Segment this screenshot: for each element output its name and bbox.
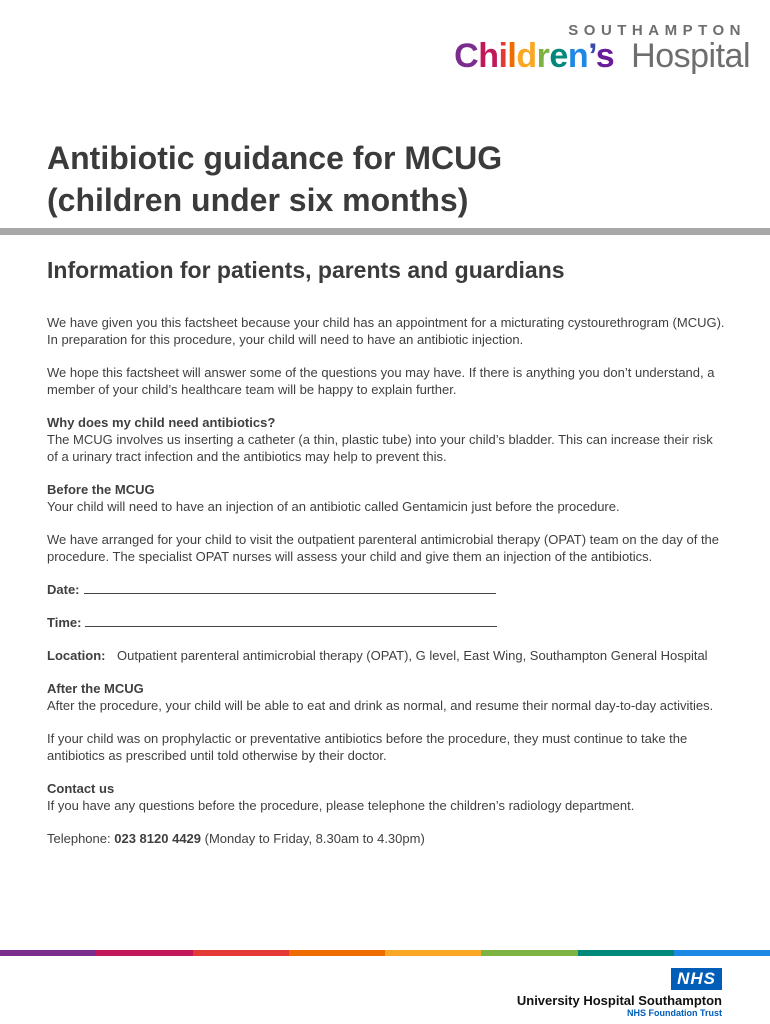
telephone-number[interactable]: 023 8120 4429 — [114, 831, 202, 846]
prophylactic-paragraph: If your child was on prophylactic or preventative antibiotics before the procedure, they must continue to take the antibiotics as prescribed until told otherwise by their doctor. — [47, 731, 688, 763]
page-subtitle: Information for patients, parents and guardians — [47, 257, 565, 283]
contact-body: If you have any questions before the procedure, please telephone the children’s radiology department. — [47, 798, 635, 813]
time-fill-line — [85, 614, 497, 627]
nhs-logo: NHS — [671, 968, 722, 990]
date-fill-line — [84, 581, 496, 594]
before-heading: Before the MCUG — [47, 482, 155, 497]
stripe-segment-0 — [0, 950, 96, 956]
time-label: Time: — [47, 615, 82, 630]
stripe-segment-5 — [481, 950, 577, 956]
before-body: Your child will need to have an injection of an antibiotic called Gentamicin just before the procedure. — [47, 499, 620, 514]
stripe-segment-1 — [96, 950, 192, 956]
telephone-hours: (Monday to Friday, 8.30am to 4.30pm) — [204, 831, 425, 846]
factsheet-body — [47, 314, 727, 863]
after-heading: After the MCUG — [47, 681, 144, 696]
telephone-label: Telephone: — [47, 831, 111, 846]
location-value: Outpatient parenteral antimicrobial therapy (OPAT), G level, East Wing, Southampton General Hospital — [117, 648, 708, 663]
why-section — [47, 414, 727, 465]
after-section — [47, 680, 727, 714]
stripe-segment-7 — [674, 950, 770, 956]
footer-logo — [517, 968, 722, 1018]
colour-stripe — [0, 950, 770, 956]
stripe-segment-4 — [385, 950, 481, 956]
location-row — [47, 647, 727, 664]
logo-southampton: SOUTHAMPTON — [568, 22, 746, 39]
childrens-hospital-logo — [454, 22, 750, 76]
logo-childrens: Children’s — [454, 37, 615, 75]
after-body: After the procedure, your child will be able to eat and drink as normal, and resume their normal day-to-day activities. — [47, 698, 714, 713]
title-line-2: (children under six months) — [47, 182, 469, 218]
intro-paragraph-2: We hope this factsheet will answer some of the questions you may have. If there is anything you don’t understand, a member of your child’s healthcare team will be happy to explain further. — [47, 365, 715, 397]
organisation-name: University Hospital Southampton — [516, 993, 722, 1008]
trust-name: NHS Foundation Trust — [627, 1008, 722, 1018]
date-label: Date: — [47, 582, 80, 597]
why-heading: Why does my child need antibiotics? — [47, 415, 276, 430]
date-row — [47, 581, 727, 598]
logo-hospital: Hospital — [631, 37, 750, 75]
stripe-segment-2 — [193, 950, 289, 956]
before-section — [47, 481, 727, 515]
location-label: Location: — [47, 648, 106, 663]
logo-wordmark — [454, 37, 750, 76]
stripe-segment-6 — [578, 950, 674, 956]
why-body: The MCUG involves us inserting a catheter (a thin, plastic tube) into your child’s bladder. This can increase their risk of a urinary tract infection and the antibiotics may help to prevent this. — [47, 432, 713, 464]
opat-paragraph: We have arranged for your child to visit the outpatient parenteral antimicrobial therapy (OPAT) team on the day of the procedure. The specialist OPAT nurses will assess your child and give them an injection of the antibiotics. — [47, 532, 720, 564]
telephone-row — [47, 830, 727, 847]
time-row — [47, 614, 727, 631]
title-line-1: Antibiotic guidance for MCUG — [47, 140, 503, 176]
contact-heading: Contact us — [47, 781, 115, 796]
title-divider — [0, 228, 770, 235]
stripe-segment-3 — [289, 950, 385, 956]
intro-paragraph-1: We have given you this factsheet because your child has an appointment for a micturating cystourethrogram (MCUG). In preparation for this procedure, your child will need to have an antibiotic injection. — [47, 315, 725, 347]
contact-section — [47, 780, 727, 814]
page-title — [47, 137, 647, 221]
